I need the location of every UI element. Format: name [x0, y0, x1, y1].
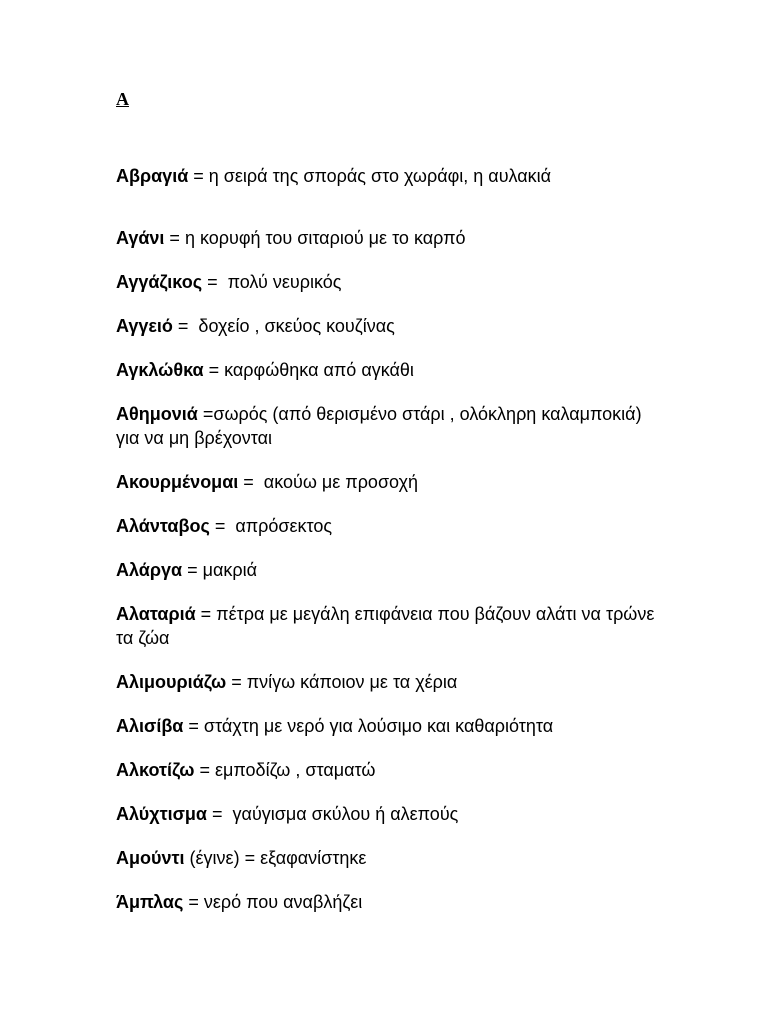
document-page [116, 88, 656, 934]
entry-definition: η κορυφή του σιταριού με το καρπό [184, 228, 466, 248]
glossary-entry [116, 602, 656, 650]
entry-definition: σωρός (από θερισμένο στάρι , ολόκληρη καλαμποκιά) για να μη βρέχονται [116, 404, 642, 448]
entry-separator: = [209, 516, 236, 536]
entry-definition: καρφώθηκα από αγκάθι [224, 360, 414, 380]
glossary-entry [116, 890, 656, 914]
entry-term: Αμούντι [116, 848, 185, 868]
entry-note: (έγινε) [184, 848, 240, 868]
entry-definition: η σειρά της σποράς στο χωράφι, η αυλακιά [208, 166, 552, 186]
glossary-entry [116, 714, 656, 738]
entry-separator: = [239, 848, 261, 868]
entry-separator: = [207, 804, 233, 824]
entry-separator: = [172, 316, 199, 336]
entry-separator: = [188, 166, 209, 186]
glossary-entry [116, 470, 656, 494]
entry-separator: = [238, 472, 264, 492]
glossary-entry [116, 514, 656, 538]
entry-definition: εμποδίζω , σταματώ [214, 760, 376, 780]
section-letter-heading: Α [116, 89, 129, 109]
entry-term: Αγάνι [116, 228, 165, 248]
entry-term: Αγκλώθκα [116, 360, 204, 380]
glossary-entry [116, 270, 656, 294]
entry-term: Αγγάζικος [116, 272, 203, 292]
glossary-entry [116, 226, 656, 250]
entry-separator: = [183, 716, 204, 736]
entry-term: Ακουρμένομαι [116, 472, 239, 492]
glossary-entry [116, 846, 656, 870]
entry-separator: = [203, 360, 225, 380]
entry-definition: δοχείο , σκεύος κουζίνας [198, 316, 395, 336]
entry-term: Αγγειό [116, 316, 173, 336]
glossary-list [116, 164, 656, 914]
entry-definition: πέτρα με μεγάλη επιφάνεια που βάζουν αλάτι να τρώνε τα ζώα [116, 604, 655, 648]
glossary-entry [116, 314, 656, 338]
entry-term: Αλάργα [116, 560, 183, 580]
entry-definition: πολύ νευρικός [227, 272, 342, 292]
entry-definition: απρόσεκτος [235, 516, 333, 536]
glossary-entry [116, 802, 656, 826]
entry-term: Αλύχτισμα [116, 804, 208, 824]
entry-term: Αβραγιά [116, 166, 189, 186]
entry-term: Αλκοτίζω [116, 760, 195, 780]
entry-definition: εξαφανίστηκε [260, 848, 367, 868]
entry-separator: = [182, 560, 203, 580]
entry-definition: γαύγισμα σκύλου ή αλεπούς [232, 804, 459, 824]
entry-term: Αλάνταβος [116, 516, 210, 536]
glossary-entry [116, 758, 656, 782]
entry-definition: στάχτη με νερό για λούσιμο και καθαριότητα [203, 716, 554, 736]
entry-separator: = [226, 672, 247, 692]
entry-term: Αλισίβα [116, 716, 184, 736]
entry-term: Αλιμουριάζω [116, 672, 227, 692]
entry-term: Αλαταριά [116, 604, 196, 624]
glossary-entry [116, 670, 656, 694]
entry-term: Αθημονιά [116, 404, 198, 424]
glossary-entry [116, 164, 656, 188]
entry-separator: = [164, 228, 185, 248]
entry-separator: = [183, 892, 204, 912]
glossary-entry [116, 558, 656, 582]
entry-term: Άμπλας [116, 892, 184, 912]
glossary-entry [116, 358, 656, 382]
entry-definition: ακούω με προσοχή [263, 472, 419, 492]
entry-separator: = [195, 604, 217, 624]
entry-separator: = [202, 272, 228, 292]
entry-definition: μακριά [202, 560, 258, 580]
entry-separator: = [197, 404, 214, 424]
entry-separator: = [194, 760, 215, 780]
glossary-entry [116, 402, 656, 450]
entry-definition: πνίγω κάποιον με τα χέρια [246, 672, 458, 692]
entry-definition: νερό που αναβλήζει [203, 892, 363, 912]
